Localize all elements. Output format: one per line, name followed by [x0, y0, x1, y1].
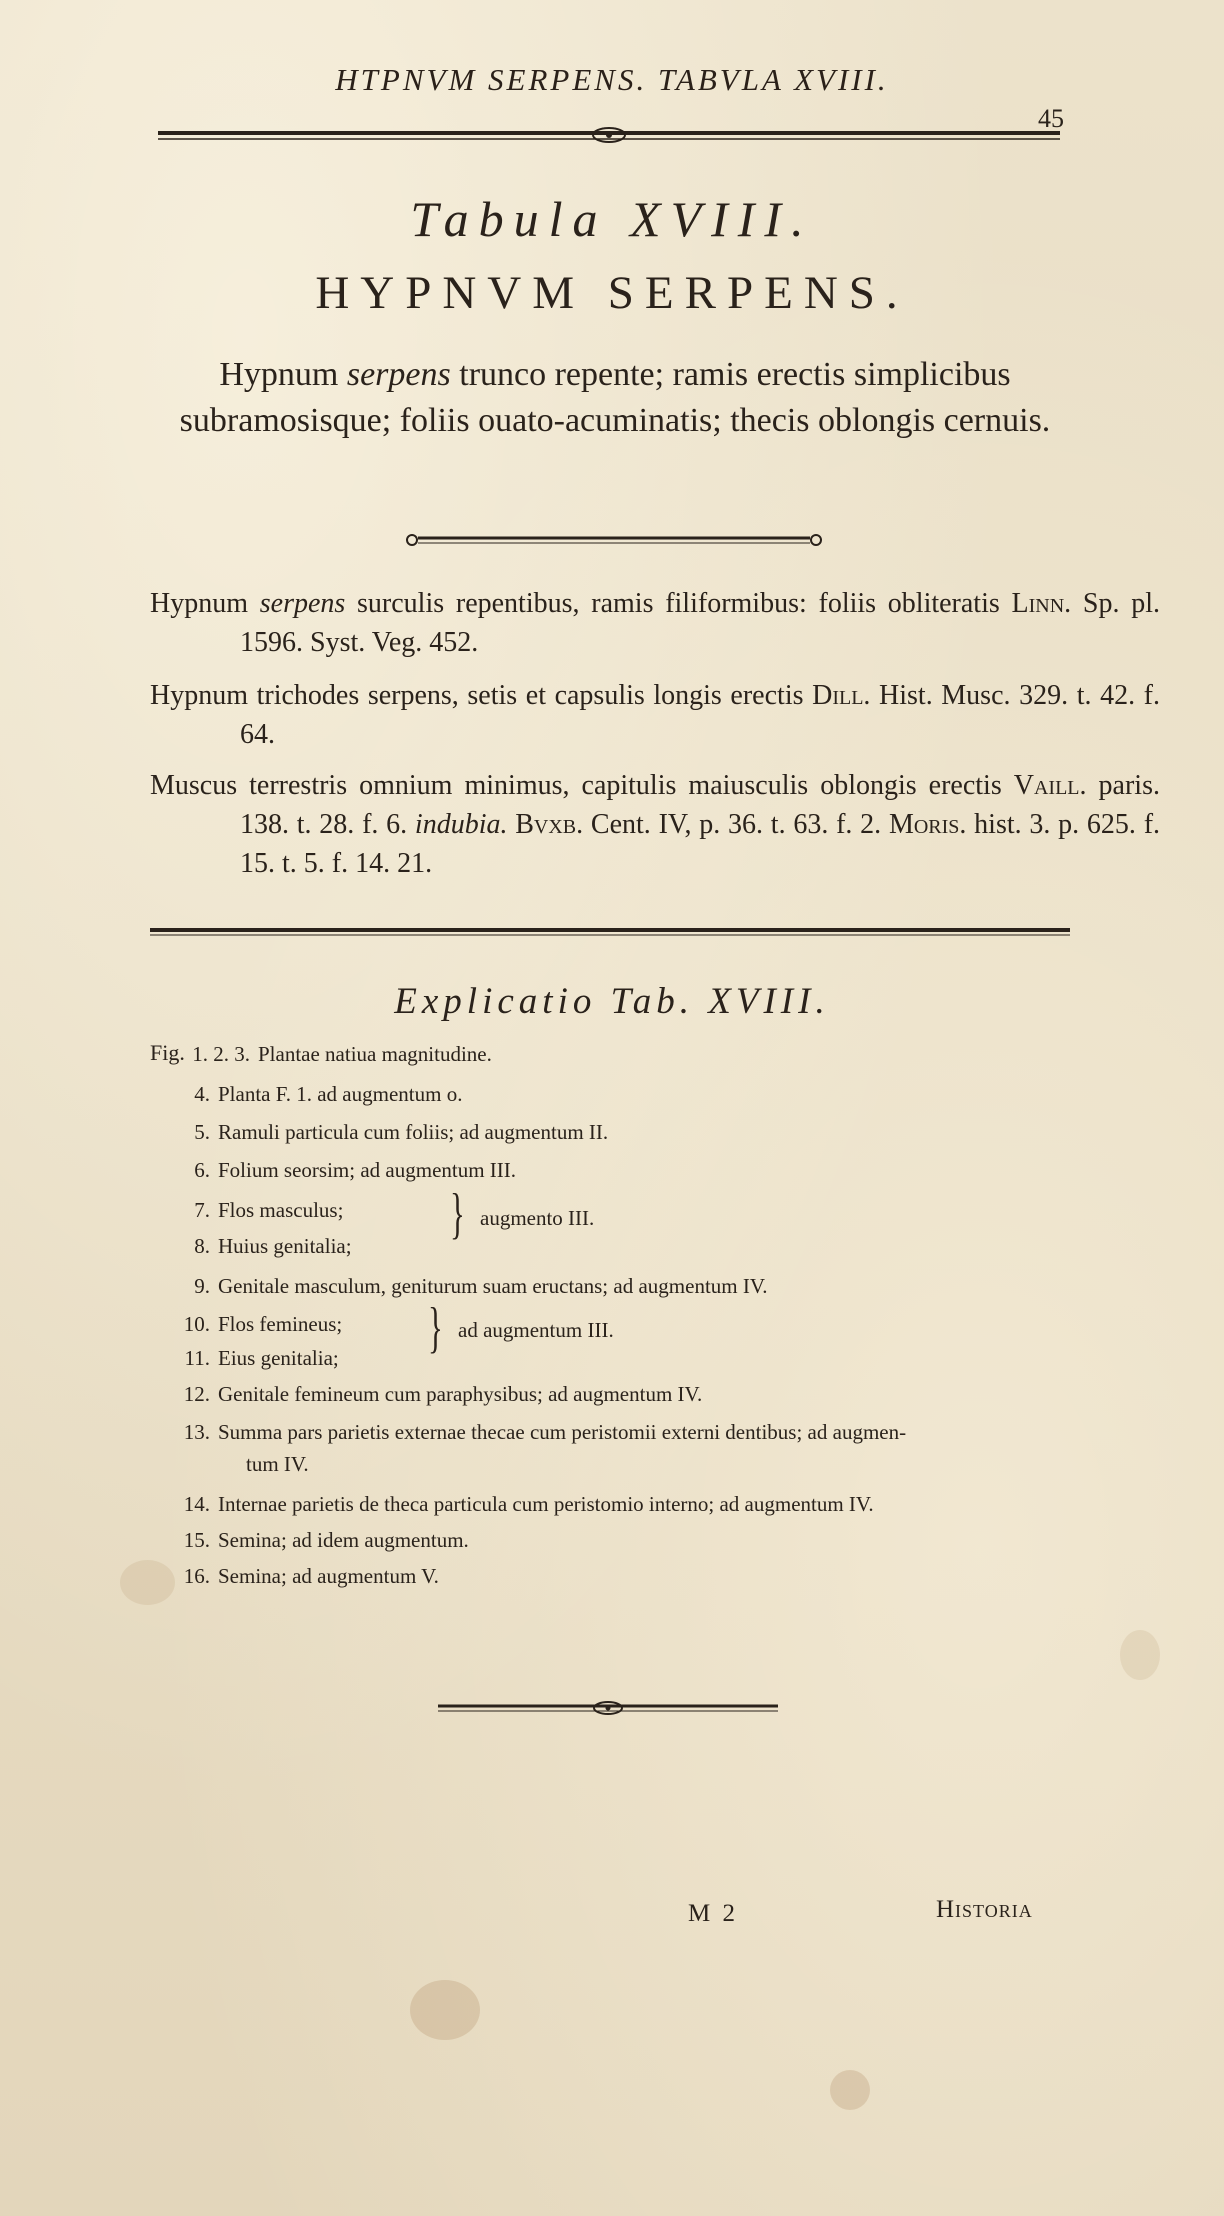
figure-caption-11: 11. Eius genitalia; — [184, 1346, 339, 1370]
foxing-stain — [120, 1560, 175, 1605]
figure-caption-1-3: 1. 2. 3. Plantae natiua magnitudine. — [192, 1042, 492, 1066]
synonym-dillenius — [150, 676, 1160, 754]
figure-caption-4: 4. Planta F. 1. ad augmentum o. — [194, 1082, 463, 1106]
diagnosis-epithet: serpens — [346, 356, 451, 393]
figure-caption-8: 8. Huius genitalia; — [194, 1234, 352, 1258]
head-rule — [154, 122, 1064, 148]
synonym-vaillant — [150, 766, 1160, 883]
species-diagnosis — [160, 352, 1070, 444]
figure-caption-13-continued: tum IV. — [246, 1452, 309, 1476]
figure-caption-5: 5. Ramuli particula cum foliis; ad augmentum II. — [194, 1120, 609, 1144]
synonym-author: Vaill. — [1013, 770, 1087, 801]
figure-caption-16: 16. Semina; ad augmentum V. — [183, 1564, 439, 1588]
fig-prefix: Fig. — [150, 1040, 185, 1065]
foxing-stain — [1120, 1630, 1160, 1680]
figure-caption-9: 9. Genitale masculum, geniturum suam eructans; ad augmentum IV. — [194, 1274, 768, 1298]
species-title: HYPNVM SERPENS. — [315, 267, 909, 319]
foxing-stain — [830, 2070, 870, 2110]
brace-note-7-8: augmento III. — [480, 1206, 595, 1230]
figure-caption-10: 10. Flos femineus; — [183, 1312, 343, 1336]
ornamental-rule — [404, 528, 824, 552]
synonym-reference: Hist. Musc. 329. t. 42. f. 64. — [240, 680, 1160, 750]
synonym-reference: Sp. pl. 1596. Syst. Veg. 452. — [240, 588, 1161, 658]
synonym-author: Bvxb. — [507, 809, 584, 840]
synonym-text: surculis repentibus, ramis filiformibus: foliis obliteratis — [345, 588, 1012, 619]
section-rule — [150, 926, 1070, 938]
figure-caption-12: 12. Genitale femineum cum paraphysibus; ad augmentum IV. — [183, 1382, 703, 1406]
synonym-reference: Cent. IV, p. 36. t. 63. f. 2. — [583, 809, 889, 840]
synonym-reference: paris. 138. t. 28. f. 6. — [240, 770, 1160, 840]
foxing-stain — [410, 1980, 480, 2040]
plate-title: Tabula XVIII. — [410, 191, 814, 247]
closing-rule — [436, 1696, 780, 1720]
figure-caption-7: 7. Flos masculus; — [194, 1198, 344, 1222]
diagnosis-text: trunco repente; ramis erectis simplicibus subramosisque; foliis ouato-acuminatis; thecis oblongis cernuis. — [179, 356, 1051, 439]
running-head-title: HTPNVM SERPENS. TABVLA XVIII. — [335, 62, 889, 97]
signature-mark: M 2 — [688, 1900, 738, 1927]
brace-figs-7-8: } — [450, 1183, 465, 1245]
synonym-text: Hypnum trichodes serpens, setis et capsulis longis erectis — [150, 680, 813, 711]
synonym-author: Dill. — [812, 680, 871, 711]
running-head — [0, 62, 1224, 98]
explicatio-title: Explicatio Tab. XVIII. — [394, 981, 830, 1022]
diagnosis-genus: Hypnum — [219, 356, 339, 393]
synonym-text: Hypnum — [150, 588, 260, 619]
page-number: 45 — [1038, 104, 1064, 133]
synonym-epithet: serpens — [259, 588, 346, 619]
synonym-note: indubia. — [414, 809, 508, 840]
brace-figs-10-11: } — [428, 1297, 443, 1359]
synonym-author: Linn. — [1011, 588, 1072, 619]
synonym-text: Muscus terrestris omnium minimus, capitulis maiusculis oblongis erectis — [150, 770, 1014, 801]
figure-caption-15: 15. Semina; ad idem augmentum. — [183, 1528, 469, 1552]
figure-caption-13: 13. Summa pars parietis externae thecae cum peristomii externi dentibus; ad augmen- — [183, 1420, 907, 1444]
synonym-reference: hist. 3. p. 625. f. 15. t. 5. f. 14. 21. — [240, 809, 1161, 879]
figure-caption-14: 14. Internae parietis de theca particula cum peristomio interno; ad augmentum IV. — [183, 1492, 874, 1516]
synonym-author: Moris. — [888, 809, 967, 840]
synonym-linnaeus — [150, 584, 1160, 662]
catchword: Historia — [936, 1896, 1033, 1923]
figure-caption-6: 6. Folium seorsim; ad augmentum III. — [194, 1158, 517, 1182]
brace-note-10-11: ad augmentum III. — [458, 1318, 614, 1342]
